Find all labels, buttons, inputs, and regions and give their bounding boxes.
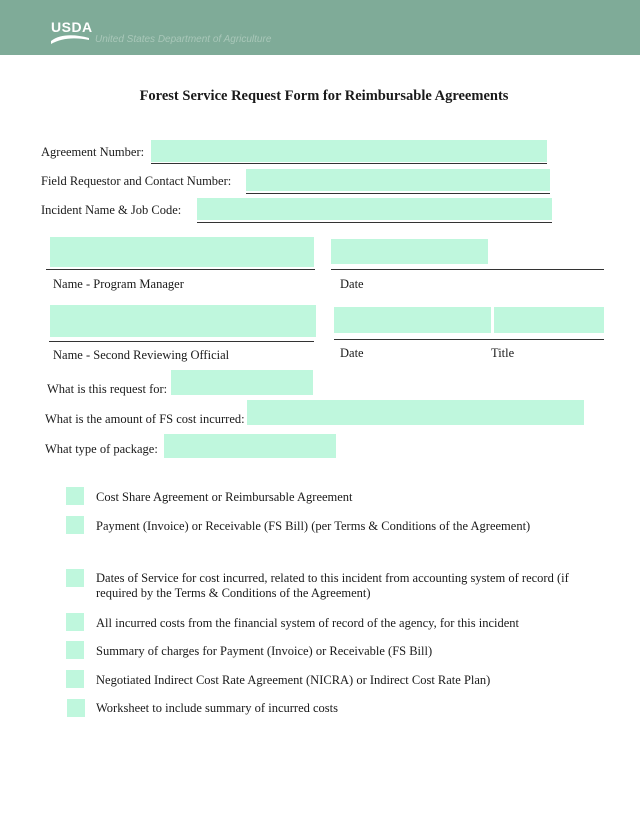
cost-share-option-label: Cost Share Agreement or Reimbursable Agreement [96,490,353,504]
reviewer-date-label: Date [340,346,364,360]
cost-share-checkbox[interactable] [66,487,84,505]
agreement-number-input[interactable] [151,140,547,162]
agreement-number-label: Agreement Number: [41,145,145,159]
program-manager-signature-input[interactable] [50,237,314,267]
incident-input[interactable] [197,198,552,220]
field-requestor-input[interactable] [246,169,550,191]
reviewer-date-input[interactable] [334,307,491,333]
nicra-checkbox[interactable] [66,670,84,688]
field-requestor-underline [246,193,550,194]
usda-logo: USDA [51,19,93,35]
nicra-option-label: Negotiated Indirect Cost Rate Agreement (NICRA) or Indirect Cost Rate Plan) [96,673,491,687]
incident-underline [197,222,552,223]
program-manager-label: Name - Program Manager [53,277,184,291]
reviewer-signature-input[interactable] [50,305,316,337]
agreement-number-underline [151,163,547,164]
worksheet-checkbox[interactable] [67,699,85,717]
cost-input[interactable] [247,400,584,425]
form-title: Forest Service Request Form for Reimbursable Agreements [139,88,509,104]
reviewer-title-input[interactable] [494,307,604,333]
request-for-label: What is this request for: [47,382,168,396]
incurred-costs-checkbox[interactable] [66,613,84,631]
request-for-input[interactable] [171,370,313,395]
dates-of-service-option-label: Dates of Service for cost incurred, related to this incident from accounting system of record (if required by the Terms & Conditions of the Agreement) [96,571,569,600]
dates-of-service-checkbox[interactable] [66,569,84,587]
reviewer-label: Name - Second Reviewing Official [53,348,230,362]
package-label: What type of package: [45,442,158,456]
program-manager-date-label: Date [340,277,364,291]
usda-header-banner [0,0,640,55]
agency-name: United States Department of Agriculture [95,34,272,45]
program-manager-line [46,269,315,270]
summary-charges-checkbox[interactable] [66,641,84,659]
incurred-costs-option-label: All incurred costs from the financial system of record of the agency, for this incident [96,616,520,630]
package-input[interactable] [164,434,336,458]
field-requestor-label: Field Requestor and Contact Number: [41,174,232,188]
cost-label: What is the amount of FS cost incurred: [45,412,245,426]
payment-checkbox[interactable] [66,516,84,534]
incident-label: Incident Name & Job Code: [41,203,182,217]
program-manager-date-line [331,269,604,270]
usda-logo-swoosh-icon [50,32,90,46]
program-manager-date-input[interactable] [331,239,488,264]
reviewer-title-label: Title [491,346,515,360]
reviewer-date-title-line [334,339,604,340]
payment-option-label: Payment (Invoice) or Receivable (FS Bill) (per Terms & Conditions of the Agreement) [96,519,531,533]
reviewer-line [49,341,314,342]
worksheet-option-label: Worksheet to include summary of incurred costs [96,701,338,715]
summary-charges-option-label: Summary of charges for Payment (Invoice) or Receivable (FS Bill) [96,644,433,658]
